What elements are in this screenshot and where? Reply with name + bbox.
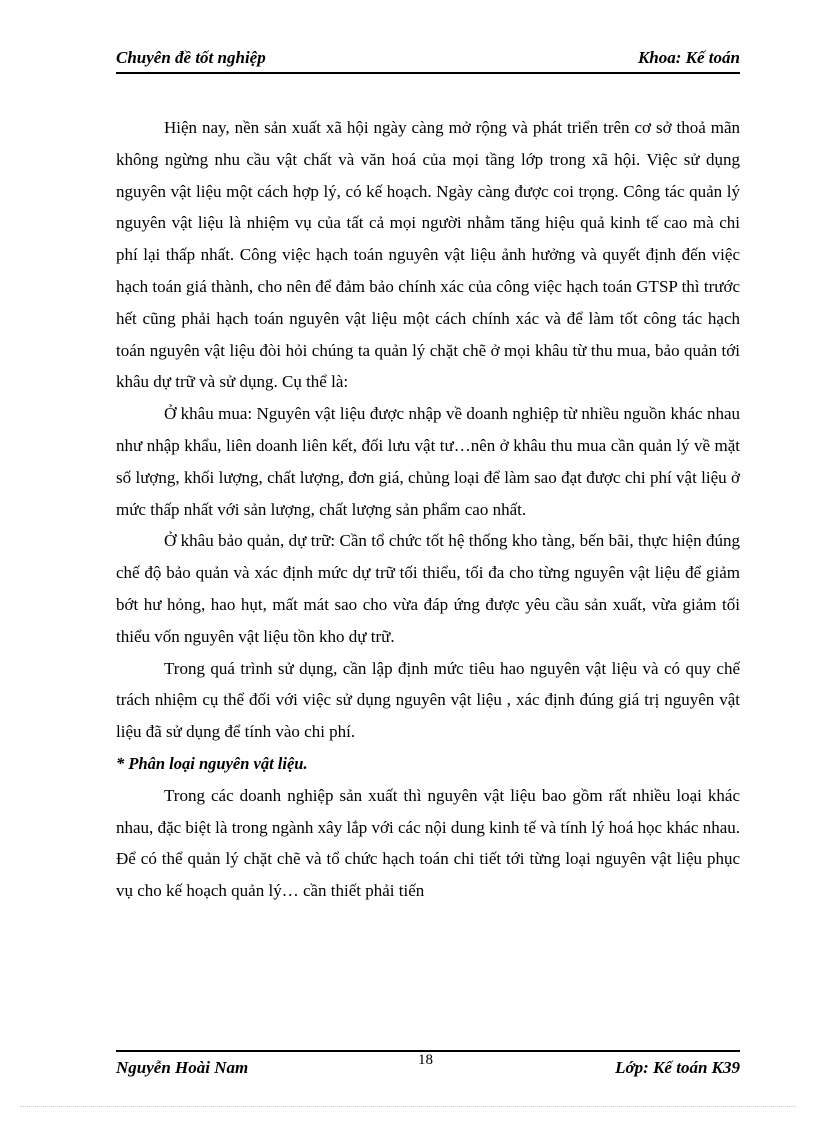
- section-heading: * Phân loại nguyên vật liệu.: [116, 753, 308, 773]
- document-body: [116, 112, 740, 907]
- paragraph: Ở khâu bảo quản, dự trữ: Cần tổ chức tốt hệ thống kho tàng, bến bãi, thực hiện đúng chế độ bảo quản và xác định mức dự trữ tối thiểu, tối đa cho từng nguyên vật liệu để giảm bớt hư hỏng, hao hụt, mất mát sao cho vừa đáp ứng được yêu cầu sản xuất, vừa giảm tối thiểu vốn nguyên vật liệu tồn kho dự trữ.: [116, 531, 740, 646]
- page-edge-divider: [20, 1106, 796, 1107]
- header-title: Chuyên đề tốt nghiệp: [116, 48, 266, 67]
- page-number: 18: [418, 1052, 433, 1068]
- footer-author: Nguyễn Hoài Nam: [116, 1058, 249, 1077]
- page-header: [116, 46, 740, 74]
- header-department: Khoa: Kế toán: [637, 48, 740, 67]
- paragraph: Trong quá trình sử dụng, cần lập định mức tiêu hao nguyên vật liệu và có quy chế trách nhiệm cụ thể đối với việc sử dụng nguyên vật liệu , xác định đúng giá trị nguyên vật liệu đã sử dụng để tính vào chi phí.: [116, 658, 740, 742]
- footer-class: Lớp: Kế toán K39: [615, 1058, 740, 1077]
- paragraph: Ở khâu mua: Nguyên vật liệu được nhập về doanh nghiệp từ nhiều nguồn khác nhau như nhập khẩu, liên doanh liên kết, đối lưu vật tư…nên ở khâu thu mua cần quản lý về mặt số lượng, khối lượng, chất lượng, đơn giá, chủng loại để làm sao đạt được chi phí vật liệu ở mức thấp nhất với sản lượng, chất lượng sản phẩm cao nhất.: [116, 404, 740, 519]
- page-footer: [116, 1050, 740, 1082]
- paragraph: Trong các doanh nghiệp sản xuất thì nguyên vật liệu bao gồm rất nhiều loại khác nhau, đặc biệt là trong ngành xây lắp với các nội dung kinh tế và tính lý hoá học khác nhau. Để có thể quản lý chặt chẽ và tổ chức hạch toán chi tiết tới từng loại nguyên vật liệu phục vụ cho kế hoạch quản lý… cần thiết phải tiến: [116, 785, 740, 901]
- paragraph: Hiện nay, nền sản xuất xã hội ngày càng mở rộng và phát triển trên cơ sở thoả mãn không ngừng nhu cầu vật chất và văn hoá của mọi tầng lớp trong xã hội. Việc sử dụng nguyên vật liệu một cách hợp lý, có kế hoạch. Ngày càng được coi trọng. Công tác quản lý nguyên vật liệu là nhiệm vụ của tất cả mọi người nhằm tăng hiệu quả kinh tế cao mà chi phí lại thấp nhất. Công việc hạch toán nguyên vật liệu ảnh hưởng và quyết định đến việc hạch toán giá thành, cho nên để đảm bảo chính xác của công việc hạch toán GTSP thì trước hết cũng phải hạch toán nguyên vật liệu một cách chính xác và để làm tốt công tác hạch toán nguyên vật liệu đòi hỏi chúng ta quản lý chặt chẽ ở mọi khâu từ thu mua, bảo quản tới khâu dự trữ và sử dụng. Cụ thể là:: [116, 118, 740, 392]
